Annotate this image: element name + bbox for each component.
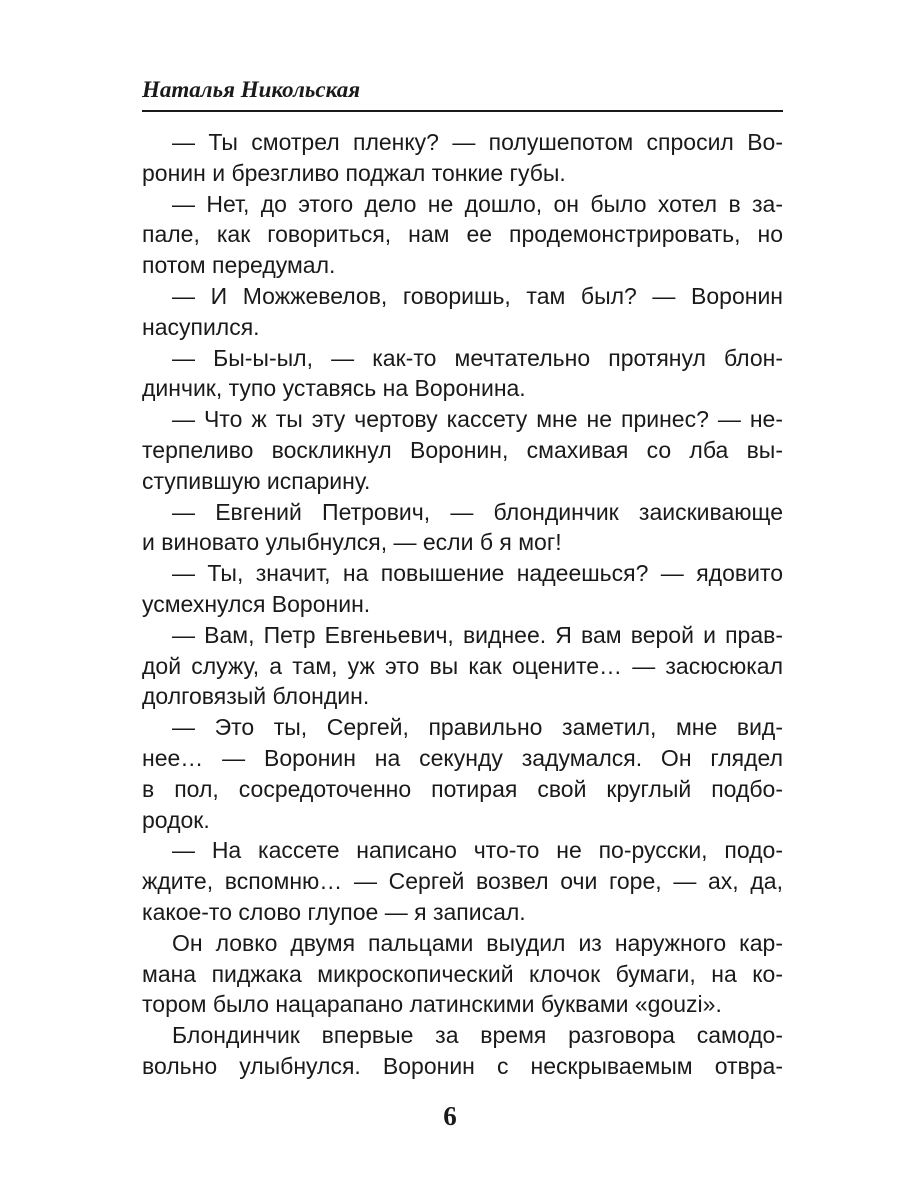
text-line: и виновато улыбнулся, — если б я мог!	[142, 529, 562, 556]
text-line: мана пиджака микроскопический клочок бумаги, на ко-	[142, 960, 783, 987]
text-line: ждите, вспомню… — Сергей возвел очи горе, — ах, да,	[142, 868, 783, 895]
text-line: — И Можжевелов, говоришь, там был? — Воронин	[172, 282, 783, 309]
body-text	[142, 127, 783, 1082]
paragraph	[142, 620, 783, 712]
paragraph	[142, 281, 783, 343]
paragraph	[142, 404, 783, 496]
paragraph	[142, 497, 783, 559]
paragraph	[142, 343, 783, 405]
text-line: пале, как говориться, нам ее продемонстрировать, но	[142, 221, 783, 248]
paragraph	[142, 928, 783, 1020]
paragraph	[142, 835, 783, 927]
text-line: — Ты смотрел пленку? — полушепотом спросил Во-	[172, 129, 783, 155]
text-line: долговязый блондин.	[142, 683, 370, 710]
text-line: родок.	[142, 806, 210, 833]
text-line: — Бы-ы-ыл, — как-то мечтательно протянул блон-	[172, 344, 783, 371]
text-line: какое-то слово глупое — я записал.	[142, 898, 526, 925]
text-line: усмехнулся Воронин.	[142, 590, 371, 617]
paragraph	[142, 712, 783, 835]
text-line: — Нет, до этого дело не дошло, он было хотел в за-	[172, 190, 783, 217]
text-line: — Что ж ты эту чертову кассету мне не принес? — не-	[172, 406, 783, 433]
text-line: Блондинчик впервые за время разговора самодо-	[172, 1022, 783, 1049]
text-line: — На кассете написано что-то не по-русски, подо-	[172, 837, 783, 864]
text-line: тором было нацарапано латинскими буквами «gouzi».	[142, 991, 722, 1018]
text-line: вольно улыбнулся. Воронин с нескрываемым отвра-	[142, 1052, 783, 1079]
text-line: динчик, тупо уставясь на Воронина.	[142, 375, 526, 402]
text-line: Он ловко двумя пальцами выудил из наружного кар-	[172, 929, 783, 956]
text-line: в пол, сосредоточенно потирая свой круглый подбо-	[142, 775, 783, 802]
text-line: — Это ты, Сергей, правильно заметил, мне вид-	[172, 714, 783, 741]
text-line: нее… — Воронин на секунду задумался. Он глядел	[142, 744, 783, 771]
text-line: — Вам, Петр Евгеньевич, виднее. Я вам верой и прав-	[172, 621, 783, 648]
text-line: насупился.	[142, 313, 260, 340]
text-line: ступившую испарину.	[142, 467, 371, 494]
paragraph	[142, 558, 783, 620]
paragraph	[142, 127, 783, 189]
paragraph	[142, 189, 783, 281]
text-line: ронин и брезгливо поджал тонкие губы.	[142, 159, 566, 186]
text-line: дой служу, а там, уж это вы как оцените… — засюсюкал	[142, 652, 783, 679]
page-number: 6	[443, 1101, 457, 1131]
text-line: терпеливо воскликнул Воронин, смахивая со лба вы-	[142, 436, 783, 463]
text-line: — Ты, значит, на повышение надеешься? — ядовито	[172, 560, 783, 587]
header-rule	[142, 110, 783, 112]
paragraph	[142, 1020, 783, 1082]
text-line: потом передумал.	[142, 252, 336, 279]
running-header-author: Наталья Никольская	[142, 77, 361, 102]
text-line: — Евгений Петрович, — блондинчик заискивающе	[172, 498, 783, 525]
